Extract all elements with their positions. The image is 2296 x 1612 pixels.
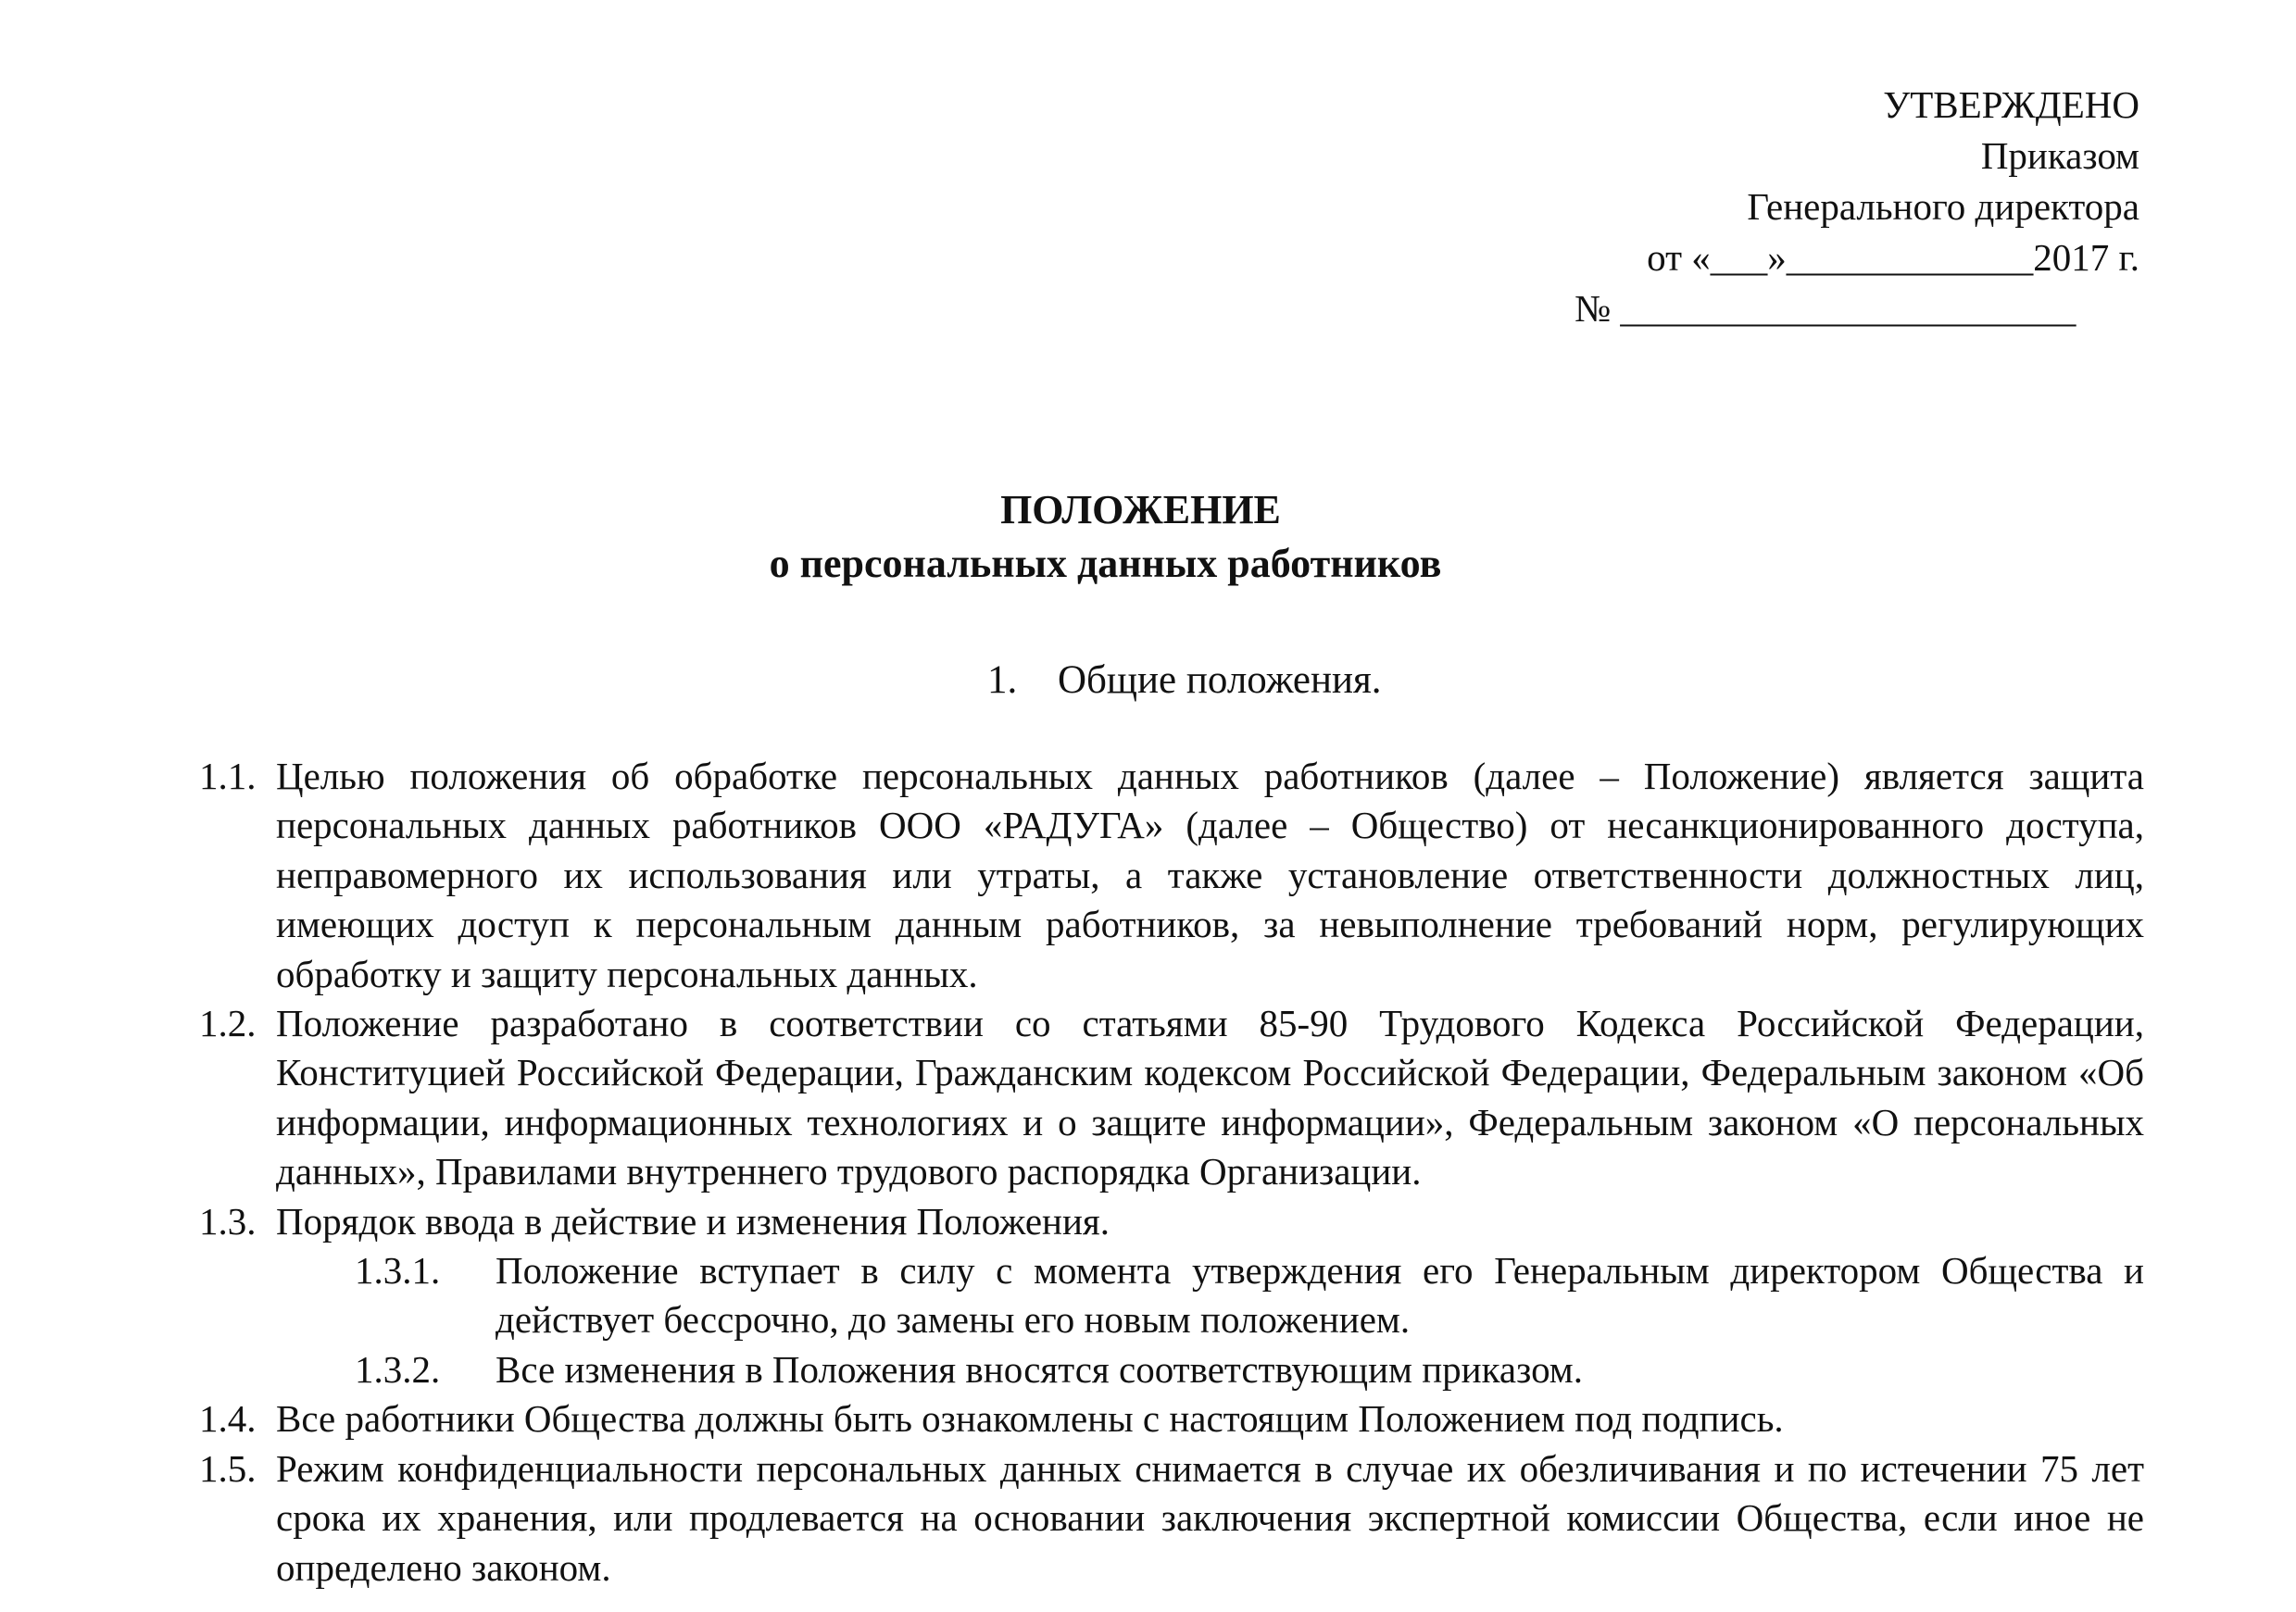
list-item — [199, 752, 2144, 999]
item-number: 1.2. — [199, 1002, 257, 1045]
item-text: Целью положения об обработке персональных данных работников (далее – Положение) является защита персональных данных работников ООО «РАДУГА» (далее – Общество) от несанкционированного доступа, неправомерного их использования или утраты, а также установление ответственности должностных лиц, имеющих доступ к персональным данным работников, за невыполнение требований норм, регулирующих обработку и защиту персональных данных. — [276, 755, 2144, 995]
approval-approved: УТВЕРЖДЕНО — [1883, 83, 2139, 126]
sub-item-text: Все изменения в Положения вносятся соответствующим приказом. — [496, 1347, 1583, 1391]
document-body — [199, 752, 2144, 1593]
item-number: 1.4. — [199, 1397, 257, 1441]
document-title — [0, 483, 2296, 591]
item-number: 1.3. — [199, 1199, 257, 1243]
approval-date-line: от «___»_____________2017 г. — [1647, 236, 2139, 279]
list-item — [199, 1197, 2144, 1246]
section-number: 1. — [987, 658, 1018, 702]
list-item — [199, 999, 2144, 1197]
title-line-1: ПОЛОЖЕНИЕ — [1000, 487, 1281, 532]
item-number: 1.1. — [199, 755, 257, 797]
approval-director: Генерального директора — [1747, 185, 2139, 228]
sub-item-number: 1.3.1. — [355, 1249, 441, 1293]
approval-order: Приказом — [1980, 134, 2139, 177]
item-number: 1.5. — [199, 1446, 257, 1490]
approval-number-line: № ________________________ — [1575, 287, 2076, 330]
section-heading — [987, 655, 1382, 706]
item-text: Порядок ввода в действие и изменения Положения. — [276, 1199, 1110, 1243]
item-text: Все работники Общества должны быть ознакомлены с настоящим Положением под подпись. — [276, 1397, 1784, 1441]
item-text: Положение разработано в соответствии со статьями 85-90 Трудового Кодекса Российской Федерации, Конституцией Российской Федерации, Гражданским кодексом Российской Федерации, Федеральным законом «Об информации, информационных технологиях и о защите информации», Федеральным законом «О персональных данных», Правилами внутреннего трудового распорядка Организации. — [276, 1002, 2144, 1193]
section-title: Общие положения. — [1058, 658, 1382, 702]
sub-item-number: 1.3.2. — [355, 1347, 441, 1391]
sub-list-item — [199, 1246, 2144, 1345]
list-item — [199, 1394, 2144, 1443]
approval-block — [1575, 80, 2139, 334]
sub-item-text: Положение вступает в силу с момента утверждения его Генеральным директором Общества и действует бессрочно, до замены его новым положением. — [496, 1249, 2144, 1342]
list-item — [199, 1444, 2144, 1593]
item-text: Режим конфиденциальности персональных данных снимается в случае их обезличивания и по истечении 75 лет срока их хранения, или продлевается на основании заключения экспертной комиссии Общества, если иное не определено законом. — [276, 1446, 2144, 1589]
sub-list-item — [199, 1345, 2144, 1394]
title-line-2: о персональных данных работников — [769, 541, 1442, 586]
